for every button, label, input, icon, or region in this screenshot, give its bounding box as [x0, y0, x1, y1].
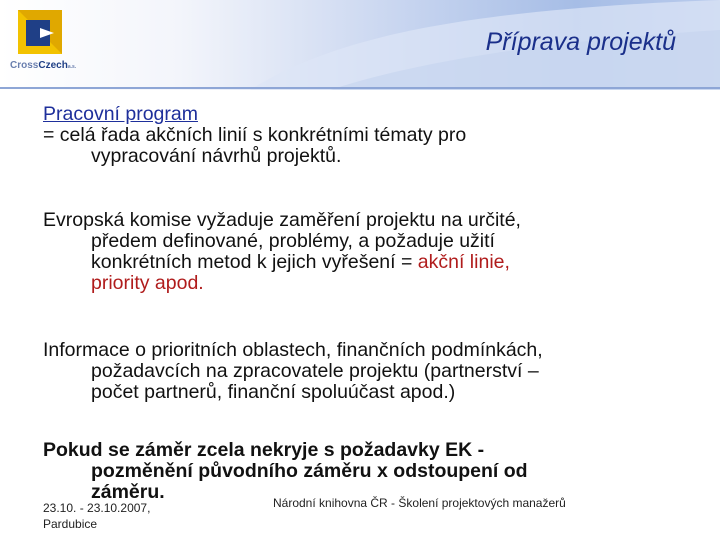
- ec-line3-text: konkrétních metod k jejich vyřešení =: [91, 251, 418, 273]
- slide-title: Příprava projektů: [485, 28, 676, 56]
- footer-date-line2: Pardubice: [43, 517, 98, 531]
- work-programme-line1: = celá řada akčních linií s konkrétními tématy pro: [43, 124, 467, 146]
- info-line2: požadavcích na zpracovatele projektu (partnerství –: [91, 360, 539, 382]
- ec-line2: předem definované, problémy, a požaduje užití: [91, 230, 495, 252]
- logo-name-suffix: a.s.: [67, 64, 77, 70]
- warning-line2: pozměnění původního záměru x odstoupení od: [91, 460, 528, 482]
- logo-name-cross: Cross: [10, 60, 39, 71]
- slide-header: [0, 0, 720, 90]
- footer-date: [43, 500, 150, 532]
- logo-wordmark: [10, 60, 76, 71]
- footer-event: Národní knihovna ČR - Školení projektových manažerů: [273, 496, 566, 510]
- work-programme-line2: vypracování návrhů projektů.: [91, 145, 342, 167]
- paragraph-mismatch-warning: [43, 440, 683, 503]
- paragraph-work-programme: [43, 104, 683, 167]
- logo-name-czech: Czech: [38, 60, 68, 71]
- info-line1: Informace o prioritních oblastech, finančních podmínkách,: [43, 339, 543, 361]
- warning-line3: záměru.: [91, 481, 165, 503]
- paragraph-priority-information: [43, 340, 683, 403]
- footer-date-line1: 23.10. - 23.10.2007,: [43, 501, 151, 515]
- ec-line1: Evropská komise vyžaduje zaměření projektu na určité,: [43, 209, 521, 231]
- paragraph-european-commission: [43, 210, 683, 294]
- ec-line3: [43, 252, 683, 273]
- work-programme-heading: Pracovní program: [43, 103, 198, 125]
- ec-action-lines-highlight: akční linie,: [417, 251, 510, 273]
- warning-line1: Pokud se záměr zcela nekryje s požadavky EK -: [43, 439, 485, 461]
- ec-line4: priority apod.: [91, 272, 204, 294]
- info-line3: počet partnerů, finanční spoluúčast apod.): [91, 381, 456, 403]
